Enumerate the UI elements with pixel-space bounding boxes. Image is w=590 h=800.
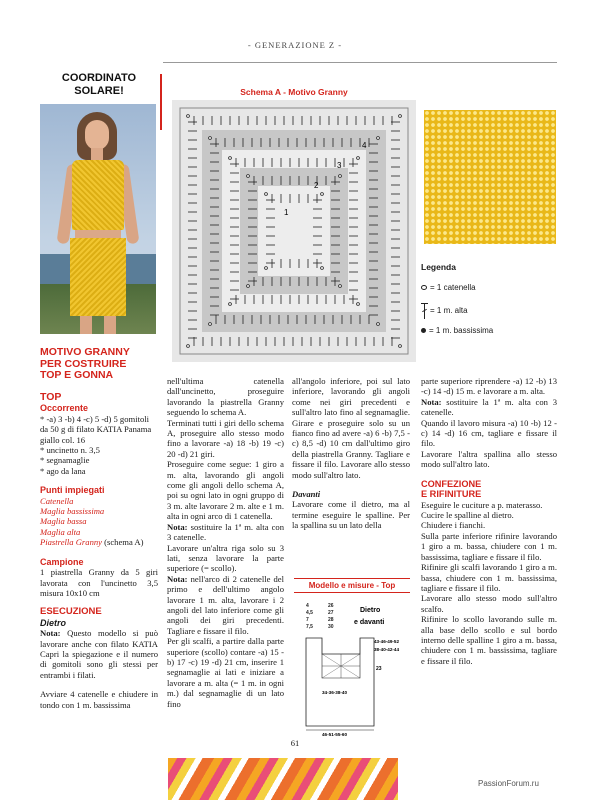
col2-p3: Proseguire come segue: 1 giro a m. alta, lavorando gli angoli come gli angoli dello schema A, poi su ogni lato in ogni gruppo di 3 m. alte lavorare 2 m. alte e 1 m. alta in ogni arco di 1 catenella. [167,459,284,522]
meas-side: 23 [376,666,382,672]
col4-nota-label: Nota: [421,396,442,407]
round-2-label: 2 [314,181,319,190]
avviare-text: Avviare 4 catenelle e chiudere in tondo con 1 m. bassissima [40,689,158,710]
nota-text [40,628,158,680]
col4-p2: Quando il lavoro misura -a) 10 -b) 12 -c) 14 -d) 16 cm, tagliare e fissare il filo. [421,417,557,449]
nota-label: Nota: [40,628,61,639]
round-3-label: 3 [337,161,342,170]
meas-inner: 34-36-38-40 [322,690,348,695]
bassissima-icon [421,328,426,333]
column-1 [40,392,158,710]
col2-nota-2-body: nell'arco di 2 catenelle del primo e dell'ultimo angolo lavorare 1 m. alta, lavorare i 2 angoli del lato inferiore come gli angoli dei giri precedenti. Tagliare e fissare il filo. [167,573,284,636]
punto-3: Maglia bassa [40,516,87,527]
column-4 [421,376,557,666]
title-line-2: SOLARE! [74,85,124,97]
meas-top-w: 43-46-49-52 [374,639,400,644]
meas-c2-1: 27 [328,610,334,616]
round-1-label: 1 [284,208,289,217]
header-rule [163,62,557,63]
motivo-line-2: PER COSTRUIRE [40,357,127,370]
column-3 [292,376,410,531]
top-outline [306,638,374,726]
punto-2: Maglia bassissima [40,506,105,517]
col4-nota-body: sostituire la 1ª m. alta con 3 catenelle. [421,396,557,418]
motivo-line-3: TOP E GONNA [40,369,114,381]
round-4-label: 4 [362,141,367,150]
col2-p1: nell'ultima catenella dall'uncinetto, proseguire lavorando la piastrella Granny seguendo lo schema A. [167,376,284,418]
catenella-icon [421,285,427,290]
title-line-1: COORDINATO [61,72,137,84]
col2-nota-1-body: sostituire la 1ª m. alta con 3 catenelle. [167,521,284,543]
meas-c1-0: 4 [306,603,309,609]
campione-text: 1 piastrella Granny da 5 giri lavorata con l'uncinetto 3,5 misura 10x10 cm [40,567,158,598]
accent-bar [160,74,162,130]
punto-5-ref: (schema A) [101,537,144,548]
section-header: - GENERAZIONE Z - [247,40,343,50]
top-heading: TOP [40,391,62,403]
meas-top-w2: 38-40-42-44 [374,647,400,652]
column-2 [167,376,284,709]
model-photo [40,104,156,334]
col4-p7: Sulla parte inferiore rifinire lavorando 1 giro a m. bassa, chiudere con 1 m. bassissima, tagliare e fissare il filo. [421,530,557,562]
col2-nota-2-label: Nota: [167,573,188,584]
measures-diagram [294,596,412,736]
col4-p6: Chiudere i fianchi. [421,520,486,531]
meas-c2-0: 26 [328,603,334,609]
legend-catenella-label: = 1 catenella [430,283,476,292]
col4-p4: Eseguire le cuciture a p. materasso. [421,499,543,510]
schema-title: Schema A - Motivo Granny [240,87,348,97]
col4-p3: Lavorare l'altra spallina allo stesso modo sull'altro lato. [421,448,557,470]
col4-p10: Rifinire lo scollo lavorando sulle m. alla base dello scollo e sul bordo interno delle spalline 1 giro a m. bassa, chiudere con 1 m. bassissima, tagliare e fissare il filo. [421,614,557,666]
esecuzione-heading: ESECUZIONE [40,606,102,618]
occorrente-4: * ago da lana [40,465,86,476]
col3-p2: Lavorare come il dietro, ma al termine eseguire le spalline. Per la spallina su un lato della [292,499,410,531]
granny-swatch-photo [424,110,556,244]
page-number: 61 [290,738,300,748]
punto-5 [40,537,158,547]
meas-c1-1: 4,5 [306,610,313,616]
nota-body: Questo modello si può lavorare anche con filato KATIA Capri la spiegazione e il numero di gomitoli sono gli stessi per entrambi i filati. [40,628,158,680]
meas-davanti: e davanti [354,619,385,626]
punto-5-name: Piastrella Granny [40,537,102,548]
occorrente-3: * segnamaglie [40,455,90,466]
dietro-heading: Dietro [40,617,67,628]
col2-nota-1 [167,522,284,543]
meas-c1-2: 7 [306,617,309,623]
legend-bassissima-label: = 1 m. bassissima [429,326,494,335]
motivo-heading [40,347,158,382]
col3-p1: all'angolo inferiore, poi sul lato inferiore, lavorando gli angoli come nei giri precedenti e sull'altro lato fino al segnamaglie. Girare e proseguire solo su un fianco fino ad avere -a) 6 -b) 7,5 -c) 8,5 -d) 10 cm dall'ultimo giro della piastrella Granny. Tagliare e fissare il filo. Lavorare allo stesso modo sull'altro lato. [292,376,410,480]
meas-bottom: 46-51-55-60 [322,732,348,736]
occorrente-heading: Occorrente [40,403,89,414]
occorrente-2: * uncinetto n. 3,5 [40,445,100,456]
meas-dietro: Dietro [360,607,381,614]
col2-nota-1-label: Nota: [167,521,188,532]
col2-p4: Lavorare un'altra riga solo su 3 lati, senza lavorare la parte superiore (= scollo). [167,542,284,574]
confezione-heading: CONFEZIONE [421,478,482,489]
measures-title: Modello e misure - Top [294,578,410,593]
col4-p1: parte superiore riprendere -a) 12 -b) 13 -c) 14 -d) 15 m. e lavorare a m. alta. [421,376,557,397]
col4-p5: Cucire le spalline al dietro. [421,510,514,521]
campione-heading: Campione [40,556,84,567]
meas-c1-3: 7,5 [306,624,313,630]
legend-alta [421,303,468,319]
col4-p8: Rifinire gli scalfi lavorando 1 giro a m. bassa, chiudere con 1 m. bassissima, tagliare e fissare il filo. [421,562,557,593]
davanti-heading: Davanti [292,489,321,500]
col2-p2: Terminati tutti i giri dello schema A, proseguire allo stesso modo fino a lavorare -a) 18 -b) 19 -c) 20 -d) 21 giri. [167,417,284,459]
col2-nota-2 [167,574,284,636]
col2-p5: Per gli scalfi, a partire dalla parte superiore (scollo) contare -a) 15 -b) 17 -c) 19 -d) 21 cm, inserire 1 segnamaglie ai lati e iniziare a lavorare a m. alta (= 1 m. in ogni m.) dal segnamaglie di un lato fino [167,636,284,709]
legend-title: Legenda [421,262,456,272]
watermark: PassionForum.ru [478,779,539,788]
meas-c2-2: 28 [328,617,334,623]
motivo-line-1: MOTIVO GRANNY [40,346,130,358]
article-title [40,72,158,98]
alta-icon [421,303,428,319]
col4-nota [421,397,557,418]
legend-catenella [421,283,476,292]
crochet-strip-photo [168,758,398,800]
granny-schema-diagram [172,100,416,362]
legend-bassissima [421,326,493,335]
legend-alta-label: = 1 m. alta [430,306,468,316]
col4-p9: Lavorare allo stesso modo sull'altro scalfo. [421,593,557,614]
punti-heading: Punti impiegati [40,485,105,496]
punto-4: Maglia alta [40,526,81,537]
punto-1: Catenella [40,495,74,506]
occorrente-1: * -a) 3 -b) 4 -c) 5 -d) 5 gomitoli da 50 g di filato KATIA Panama giallo col. 16 [40,413,152,445]
rifiniture-heading: E RIFINITURE [421,489,482,500]
meas-c2-3: 30 [328,624,334,630]
